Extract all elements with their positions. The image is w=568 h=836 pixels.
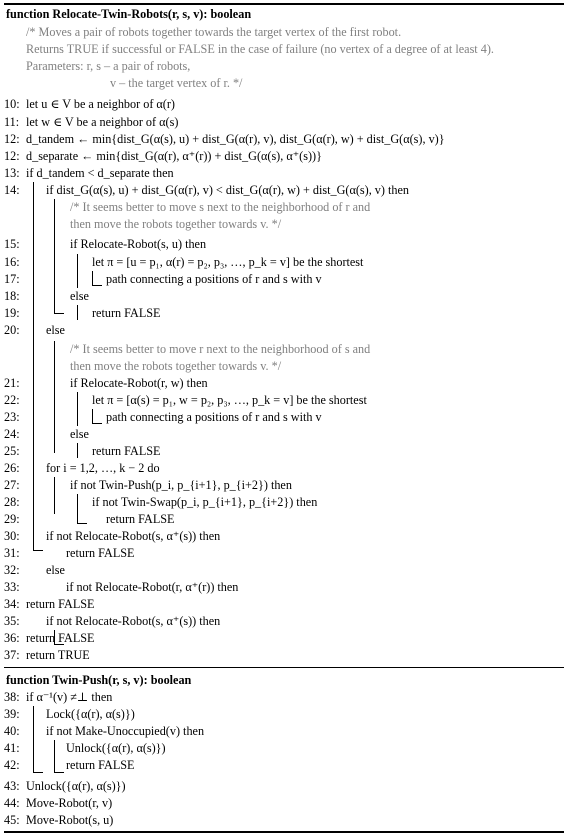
line-number: 37: [4,648,20,662]
line-text: return FALSE [26,631,95,645]
indent-guide [54,341,55,453]
algorithm-header: function Relocate-Twin-Robots(r, s, v): boolean [6,7,252,21]
line-number: 42: [4,758,20,772]
line-text: Move-Robot(s, u) [26,813,114,827]
line-text: let π = [u = p₁, α(r) = p₂, p₃, …, p_k = v] be the shortest [92,255,364,269]
line-number: 28: [4,495,20,509]
indent-hook [92,423,102,424]
line-text: if not Relocate-Robot(s, α⁺(s)) then [46,529,221,543]
line-number: 22: [4,393,20,407]
line-number: 27: [4,478,20,492]
line-number: 39: [4,707,20,721]
line-number: 18: [4,289,20,303]
line-text: let π = [α(s) = p₁, w = p₂, p₃, …, p_k = v] be the shortest [92,393,367,407]
line-text: if not Twin-Push(p_i, p_{i+1}, p_{i+2}) then [70,478,292,492]
indent-guide [77,443,78,458]
line-number: 33: [4,580,20,594]
top-rule [4,3,564,5]
line-number: 24: [4,427,20,441]
line-number: 11: [4,115,20,129]
indent-hook [54,313,64,314]
comment-line: Returns TRUE if successful or FALSE in the case of failure (no vertex of a degree of at least 4). [26,42,494,56]
line-text: /* It seems better to move s next to the neighborhood of r and [70,200,371,214]
indent-hook [33,550,43,551]
indent-guide [54,477,55,514]
line-number: 43: [4,779,20,793]
line-text: return FALSE [92,444,161,458]
line-number: 29: [4,512,20,526]
indent-hook [54,772,64,773]
line-number: 40: [4,724,20,738]
line-text: if not Twin-Swap(p_i, p_{i+1}, p_{i+2}) then [92,495,318,509]
line-text: if α⁻¹(v) ≠⊥ then [26,690,113,704]
line-text: let w ∈ V be a neighbor of α(s) [26,115,179,129]
line-number: 34: [4,597,20,611]
indent-hook [54,644,64,645]
line-text: else [70,289,89,303]
indent-guide [92,409,93,423]
indent-guide [54,630,55,644]
line-text: if Relocate-Robot(s, u) then [70,237,207,251]
indent-hook [33,772,43,773]
line-text: else [46,323,65,337]
line-number: 30: [4,529,20,543]
line-text: return FALSE [26,597,95,611]
line-text: else [46,563,65,577]
indent-guide [77,494,78,523]
indent-guide [92,271,93,285]
line-text: then move the robots together towards v. */ [70,359,282,373]
line-number: 32: [4,563,20,577]
comment-line: Parameters: r, s – a pair of robots, [26,59,191,73]
line-number: 19: [4,306,20,320]
indent-guide [77,254,78,288]
line-text: then move the robots together towards v. */ [70,217,282,231]
line-text: return FALSE [106,512,175,526]
line-text: path connecting a positions of r and s with v [106,410,322,424]
line-number: 35: [4,614,20,628]
indent-hook [92,285,102,286]
line-text: /* It seems better to move r next to the neighborhood of s and [70,342,371,356]
line-text: d_tandem ← min{dist_G(α(s), u) + dist_G(α(r), v), dist_G(α(r), w) + dist_G(α(s), v)} [26,132,445,146]
line-text: Move-Robot(r, v) [26,796,113,810]
line-number: 25: [4,444,20,458]
comment-line: v – the target vertex of r. */ [110,76,243,90]
line-text: Unlock({α(r), α(s)}) [26,779,126,793]
line-number: 44: [4,796,20,810]
bottom-rule [4,831,564,833]
line-text: if not Make-Unoccupied(v) then [46,724,205,738]
indent-guide [33,182,34,550]
line-number: 20: [4,323,20,337]
line-number: 15: [4,237,20,251]
line-text: return FALSE [92,306,161,320]
line-number: 14: [4,183,20,197]
line-text: if not Relocate-Robot(r, α⁺(r)) then [66,580,239,594]
line-text: return FALSE [66,758,135,772]
line-text: return FALSE [66,546,135,560]
line-number: 23: [4,410,20,424]
line-text: d_separate ← min{dist_G(α(r), α⁺(r)) + dist_G(α(s), α⁺(s))} [26,149,322,163]
line-text: if dist_G(α(s), u) + dist_G(α(r), v) < dist_G(α(r), w) + dist_G(α(s), v) then [46,183,409,197]
indent-guide [77,305,78,320]
indent-guide [33,706,34,772]
line-text: return TRUE [26,648,90,662]
line-number: 31: [4,546,20,560]
line-text: let u ∈ V be a neighbor of α(r) [26,97,175,111]
comment-line: /* Moves a pair of robots together towards the target vertex of the first robot. [26,25,402,39]
indent-guide [54,199,55,313]
line-number: 12: [4,132,20,146]
line-text: path connecting a positions of r and s with v [106,272,322,286]
line-number: 26: [4,461,20,475]
line-number: 36: [4,631,20,645]
line-number: 16: [4,255,20,269]
line-text: if d_tandem < d_separate then [26,166,174,180]
line-text: if Relocate-Robot(r, w) then [70,376,208,390]
line-text: for i = 1,2, …, k − 2 do [46,461,160,475]
separator-rule [4,667,564,668]
line-number: 45: [4,813,20,827]
line-number: 21: [4,376,20,390]
line-number: 17: [4,272,20,286]
line-text: else [70,427,89,441]
line-text: Lock({α(r), α(s)}) [46,707,135,721]
line-number: 13: [4,166,20,180]
line-number: 41: [4,741,20,755]
indent-guide [77,392,78,426]
line-text: Unlock({α(r), α(s)}) [66,741,166,755]
line-number: 10: [4,97,20,111]
line-text: if not Relocate-Robot(s, α⁺(s)) then [46,614,221,628]
indent-guide [54,740,55,772]
indent-hook [77,523,87,524]
algorithm-header: function Twin-Push(r, s, v): boolean [6,673,192,687]
line-number: 12: [4,149,20,163]
line-number: 38: [4,690,20,704]
